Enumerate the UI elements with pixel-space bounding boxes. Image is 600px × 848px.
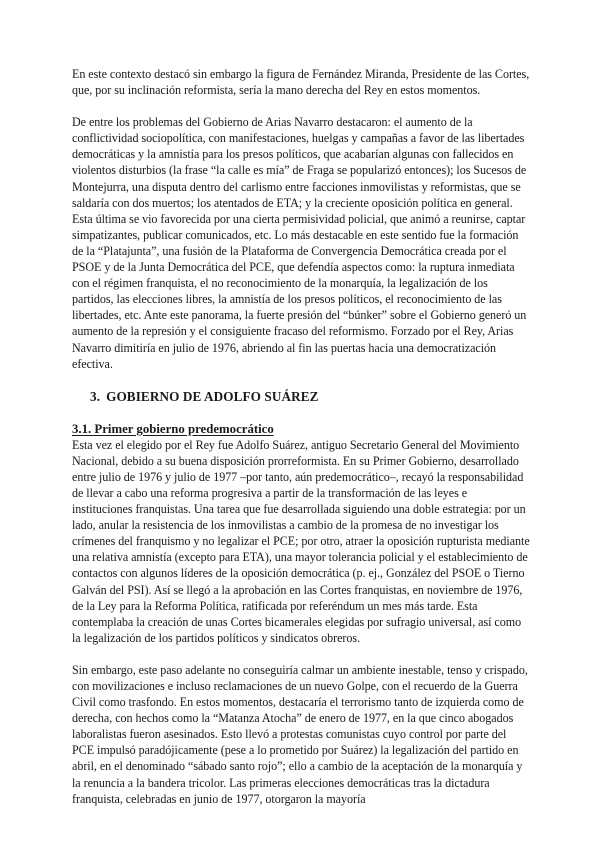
- document-page: [72, 66, 530, 807]
- paragraph-primer-gobierno-suarez: Esta vez el elegido por el Rey fue Adolfo Suárez, antiguo Secretario General del Movimiento Nacional, debido a su buena disposición prorreformista. En su Primer Gobierno, desarrollado entre julio de 1976 y julio de 1977 –por tanto, aún predemocrático–, recayó la responsabilidad de llevar a cabo una reforma progresiva a partir de la transformación de las leyes e instituciones franquistas. Una tarea que fue desarrollada siguiendo una doble estrategia: por un lado, anular la resistencia de los inmovilistas a cambio de la promesa de no investigar los crímenes del franquismo y no legalizar el PCE; por otro, atraer la oposición rupturista mediante una relativa amnistía (excepto para ETA), una mayor tolerancia policial y el establecimiento de contactos con algunos líderes de la oposición democrática (p. ej., González del PSOE o Tierno Galván del PSI). Así se llegó a la aprobación en las Cortes franquistas, en noviembre de 1976, de la Ley para la Reforma Política, ratificada por referéndum un mes más tarde. Esta contemplaba la creación de unas Cortes bicamerales elegidas por sufragio universal, así como la legalización de los partidos políticos y sindicatos obreros.: [72, 437, 530, 645]
- section-number: 3.: [90, 388, 101, 404]
- subsection-heading: 3.1. Primer gobierno predemocrático: [72, 421, 274, 436]
- section-heading: [90, 388, 530, 406]
- paragraph-fernandez-miranda: En este contexto destacó sin embargo la figura de Fernández Miranda, Presidente de las Cortes, que, por su inclinación reformista, sería la mano derecha del Rey en estos momentos.: [72, 67, 530, 98]
- section-title: GOBIERNO DE ADOLFO SUÁREZ: [106, 388, 319, 404]
- paragraph-ambiente-inestable: Sin embargo, este paso adelante no conseguiría calmar un ambiente inestable, tenso y crispado, con movilizaciones e incluso reclamaciones de un nuevo Golpe, con el recuerdo de la Guerra Civil como trasfondo. En estos momentos, destacaría el terrorismo tanto de izquierda como de derecha, con hechos como la “Matanza Atocha” de enero de 1977, en la que cinco abogados laboralistas fueron asesinados. Esto llevó a protestas comunistas cuyo control por parte del PCE impulsó paradójicamente (pese a lo prometido por Suárez) la legalización del partido en abril, en el denominado “sábado santo rojo”; ello a cambio de la aceptación de la monarquía y la renuncia a la bandera tricolor. Las primeras elecciones democráticas tras la dictadura franquista, celebradas en junio de 1977, otorgaron la mayoría: [72, 662, 528, 806]
- paragraph-arias-navarro-problems: De entre los problemas del Gobierno de Arias Navarro destacaron: el aumento de la conflictividad sociopolítica, con manifestaciones, huelgas y campañas a favor de las libertades democráticas y la amnistía para los presos políticos, que acabarían algunas con fallecidos en violentos disturbios (la frase “la calle es mía” de Fraga se popularizó entonces); los Sucesos de Montejurra, una disputa dentro del carlismo entre facciones inmovilistas y reformistas, que se saldaría con dos muertos; los atentados de ETA; y la creciente oposición política en general. Esta última se vio favorecida por una cierta permisividad policial, que animó a reunirse, captar simpatizantes, publicar comunicados, etc. Lo más destacable en este sentido fue la formación de la “Platajunta”, una fusión de la Plataforma de Convergencia Democrática creada por el PSOE y de la Junta Democrática del PCE, que defendía aspectos como: la ruptura inmediata con el régimen franquista, el no reconocimiento de la monarquía, la legalización de los partidos, las elecciones libres, la amnistía de los presos políticos, el reconocimiento de las libertades, etc. Ante este panorama, la fuerte presión del “búnker” sobre el Gobierno generó un aumento de la represión y el consiguiente fracaso del reformismo. Forzado por el Rey, Arias Navarro dimitiría en julio de 1976, abriendo al fin las puertas hacia una democratización efectiva.: [72, 115, 527, 371]
